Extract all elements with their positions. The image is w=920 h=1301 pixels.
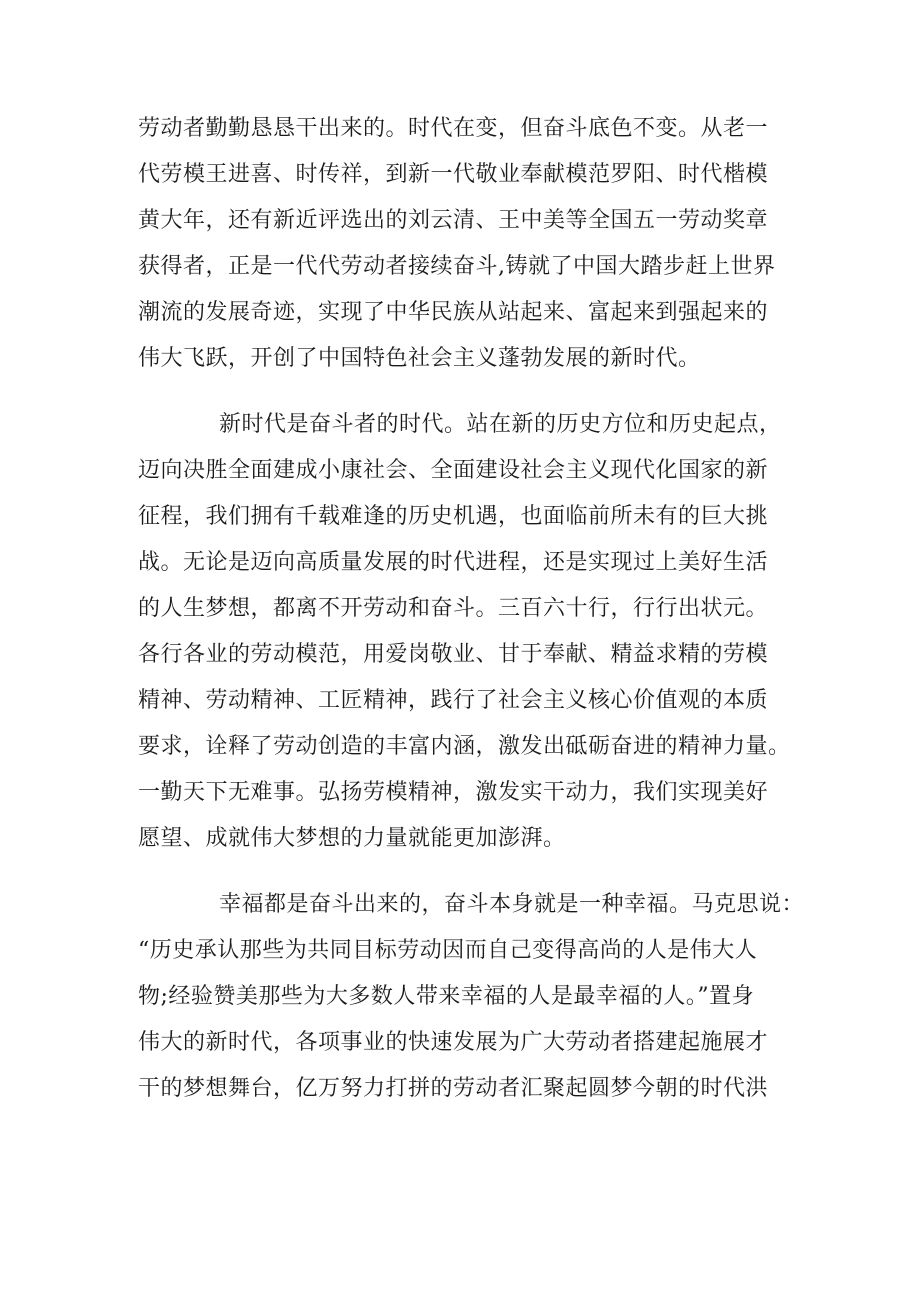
paragraph-2	[138, 402, 798, 862]
text-line-first: 幸福都是奋斗出来的，奋斗本身就是一种幸福。马克思说：	[219, 892, 805, 917]
text-line: 劳动者勤勤恳恳干出来的。时代在变，但奋斗底色不变。从老一	[138, 116, 769, 141]
text-line: 要求，诠释了劳动创造的丰富内涵，激发出砥砺奋进的精神力量。	[138, 734, 791, 759]
paragraph-3	[138, 882, 805, 1112]
text-line: 伟大飞跃，开创了中国特色社会主义蓬勃发展的新时代。	[138, 346, 701, 371]
text-line: 征程，我们拥有千载难逢的历史机遇，也面临前所未有的巨大挑	[138, 504, 769, 529]
text-line: 获得者，正是一代代劳动者接续奋斗,铸就了中国大踏步赶上世界	[138, 254, 776, 279]
document-body	[138, 106, 805, 1112]
paragraph-1	[138, 106, 798, 382]
text-line-first: 新时代是奋斗者的时代。站在新的历史方位和历史起点，	[219, 412, 782, 437]
text-line: 愿望、成就伟大梦想的力量就能更加澎湃。	[138, 826, 566, 851]
text-line: 黄大年，还有新近评选出的刘云清、王中美等全国五一劳动奖章	[138, 208, 769, 233]
text-line: 一勤天下无难事。弘扬劳模精神，激发实干动力，我们实现美好	[138, 780, 769, 805]
text-line: 精神、劳动精神、工匠精神，践行了社会主义核心价值观的本质	[138, 688, 769, 713]
text-line: 伟大的新时代，各项事业的快速发展为广大劳动者搭建起施展才	[138, 1030, 769, 1055]
text-line: 的人生梦想，都离不开劳动和奋斗。三百六十行，行行出状元。	[138, 596, 769, 621]
text-line: “历史承认那些为共同目标劳动因而自己变得高尚的人是伟大人	[138, 938, 758, 963]
text-line: 物;经验赞美那些为大多数人带来幸福的人是最幸福的人。”置身	[138, 984, 755, 1009]
text-line: 各行各业的劳动模范，用爱岗敬业、甘于奉献、精益求精的劳模	[138, 642, 769, 667]
text-line: 代劳模王进喜、时传祥，到新一代敬业奉献模范罗阳、时代楷模	[138, 162, 769, 187]
text-line: 迈向决胜全面建成小康社会、全面建设社会主义现代化国家的新	[138, 458, 769, 483]
text-line: 干的梦想舞台，亿万努力打拼的劳动者汇聚起圆梦今朝的时代洪	[138, 1076, 769, 1101]
text-line: 战。无论是迈向高质量发展的时代进程，还是实现过上美好生活	[138, 550, 769, 575]
text-line: 潮流的发展奇迹，实现了中华民族从站起来、富起来到强起来的	[138, 300, 769, 325]
